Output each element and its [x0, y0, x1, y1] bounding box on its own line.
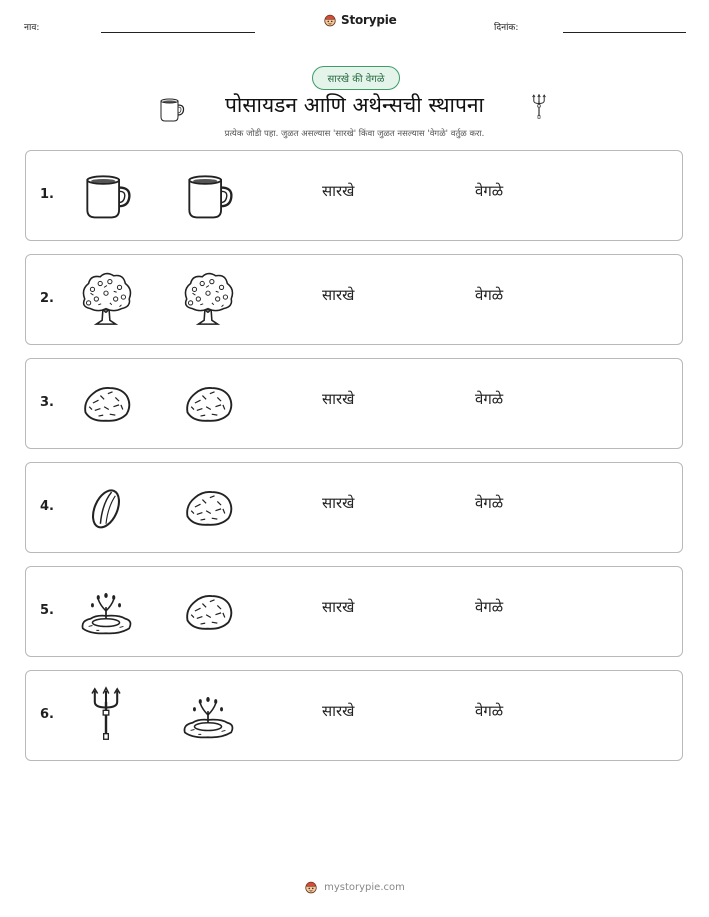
- same-option[interactable]: सारखे: [322, 598, 355, 616]
- rock-icon: [78, 375, 134, 431]
- spring-icon: [77, 582, 135, 640]
- spring-icon: [179, 686, 237, 744]
- trident-icon: [78, 686, 134, 744]
- cup-icon: [78, 167, 134, 223]
- rock-icon: [180, 583, 236, 639]
- brand-name: Storypie: [341, 13, 397, 27]
- cup-icon: [180, 167, 236, 223]
- question-card: [25, 566, 683, 657]
- left-picture: [76, 165, 136, 225]
- right-picture: [178, 685, 238, 745]
- different-option[interactable]: वेगळे: [475, 390, 504, 408]
- brand-logo: [323, 13, 397, 27]
- question-card: [25, 150, 683, 241]
- date-line[interactable]: [563, 32, 686, 33]
- question-number: 1.: [40, 187, 54, 202]
- different-option[interactable]: वेगळे: [475, 702, 504, 720]
- question-number: 2.: [40, 291, 54, 306]
- worksheet-header: [0, 0, 709, 44]
- right-picture: [178, 269, 238, 329]
- trident-icon: [526, 90, 552, 124]
- question-card: [25, 254, 683, 345]
- left-picture: [76, 269, 136, 329]
- same-option[interactable]: सारखे: [322, 494, 355, 512]
- olive-tree-icon: [77, 270, 135, 328]
- instructions: प्रत्येक जोडी पहा. जुळत असल्यास 'सारखे' किंवा जुळत नसल्यास 'वेगळे' वर्तुळ करा.: [224, 129, 485, 139]
- different-option[interactable]: वेगळे: [475, 182, 504, 200]
- left-picture: [76, 581, 136, 641]
- name-label: नाव:: [24, 23, 40, 33]
- question-number: 3.: [40, 395, 54, 410]
- different-option[interactable]: वेगळे: [475, 494, 504, 512]
- same-option[interactable]: सारखे: [322, 702, 355, 720]
- left-picture: [76, 685, 136, 745]
- right-picture: [178, 477, 238, 537]
- rock-icon: [180, 375, 236, 431]
- question-number: 5.: [40, 603, 54, 618]
- question-card: [25, 462, 683, 553]
- question-number: 6.: [40, 707, 54, 722]
- storypie-mascot-icon: [304, 880, 318, 894]
- left-picture: [76, 477, 136, 537]
- question-card: [25, 670, 683, 761]
- right-picture: [178, 165, 238, 225]
- question-card: [25, 358, 683, 449]
- storypie-mascot-icon: [323, 13, 337, 27]
- title-row: [0, 90, 709, 124]
- different-option[interactable]: वेगळे: [475, 286, 504, 304]
- olive-icon: [78, 479, 134, 535]
- different-option[interactable]: वेगळे: [475, 598, 504, 616]
- page-title: पोसायडन आणि अथेन्सची स्थापना: [224, 93, 484, 117]
- olive-tree-icon: [179, 270, 237, 328]
- worksheet-type-badge: सारखे की वेगळे: [312, 66, 400, 90]
- same-option[interactable]: सारखे: [322, 286, 355, 304]
- rock-icon: [180, 479, 236, 535]
- same-option[interactable]: सारखे: [322, 390, 355, 408]
- right-picture: [178, 581, 238, 641]
- date-label: दिनांक:: [494, 23, 519, 33]
- name-line[interactable]: [101, 32, 255, 33]
- right-picture: [178, 373, 238, 433]
- question-number: 4.: [40, 499, 54, 514]
- footer-url[interactable]: mystorypie.com: [324, 881, 405, 893]
- footer: [0, 880, 709, 894]
- same-option[interactable]: सारखे: [322, 182, 355, 200]
- left-picture: [76, 373, 136, 433]
